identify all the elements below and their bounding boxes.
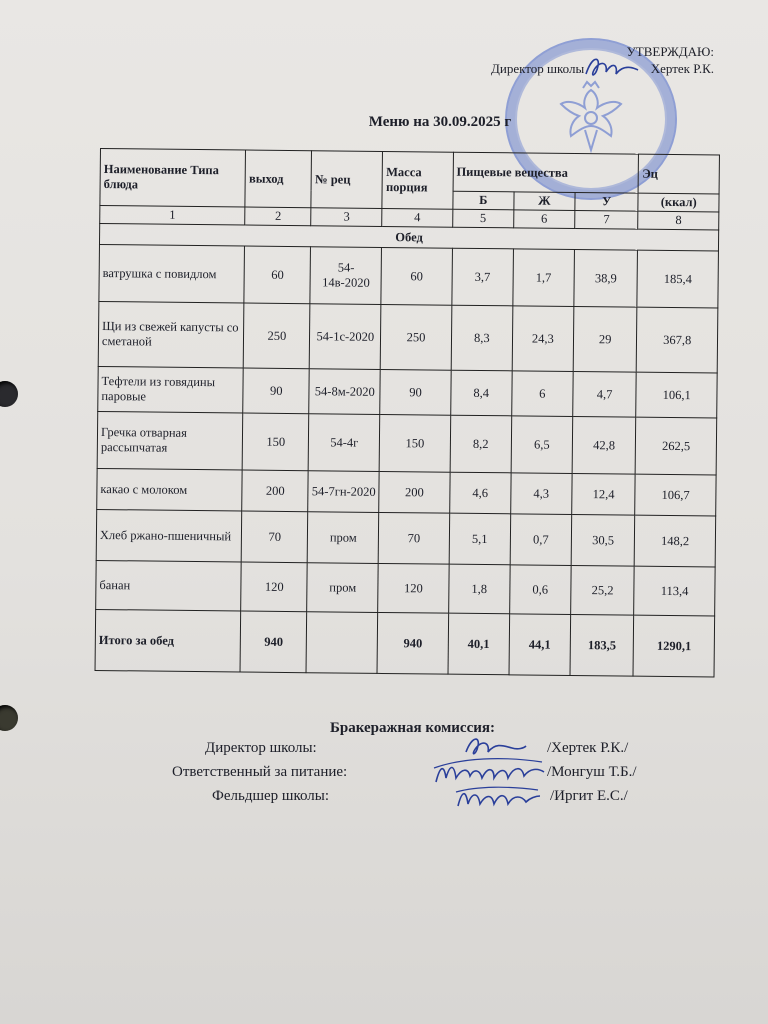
dish-fat: 0,7 xyxy=(510,514,572,566)
table-row xyxy=(96,560,715,615)
dish-name: Тефтели из говядины паровые xyxy=(98,366,244,413)
dish-fat: 24,3 xyxy=(512,306,574,372)
column-number: 4 xyxy=(382,208,453,227)
total-row xyxy=(95,609,715,676)
dish-recipe: 54-8м-2020 xyxy=(309,369,380,415)
dish-recipe: 54-1с-2020 xyxy=(310,304,382,370)
member-role: Ответственный за питание: xyxy=(172,764,348,780)
dish-protein: 4,6 xyxy=(449,472,511,514)
dish-name: Гречка отварная рассыпчатая xyxy=(97,411,243,470)
dish-output: 200 xyxy=(242,470,308,512)
table-row xyxy=(98,301,718,372)
total-label: Итого за обед xyxy=(95,609,241,672)
approval-heading: УТВЕРЖДАЮ: xyxy=(626,44,714,59)
approval-role: Директор школы xyxy=(491,61,585,76)
nutrition-signature-icon xyxy=(432,754,547,790)
dish-name: ватрушка с повидлом xyxy=(99,244,245,303)
dish-protein: 1,8 xyxy=(448,564,510,614)
dish-fat: 0,6 xyxy=(509,565,571,615)
dish-mass: 60 xyxy=(381,247,452,305)
total-recipe xyxy=(306,612,378,674)
dish-kcal: 113,4 xyxy=(634,566,715,616)
header-carbs: У xyxy=(575,192,639,211)
punch-hole xyxy=(0,381,18,407)
dish-fat: 1,7 xyxy=(513,249,575,307)
dish-kcal: 148,2 xyxy=(635,515,716,567)
table-row xyxy=(97,411,717,474)
table-row xyxy=(96,509,716,566)
dish-fat: 6,5 xyxy=(511,416,573,474)
dish-kcal: 106,1 xyxy=(636,372,717,418)
dish-output: 120 xyxy=(241,562,308,612)
member-role: Директор школы: xyxy=(205,740,317,756)
total-output: 940 xyxy=(240,611,307,673)
dish-name: Щи из свежей капусты со сметаной xyxy=(98,301,244,368)
total-mass: 940 xyxy=(377,612,448,674)
column-number: 6 xyxy=(514,210,575,229)
dish-carbs: 29 xyxy=(573,306,637,372)
approval-signature-icon xyxy=(582,52,642,82)
header-mass: Масса порция xyxy=(382,151,453,209)
table-row xyxy=(99,244,719,307)
dish-protein: 3,7 xyxy=(452,248,514,306)
dish-protein: 5,1 xyxy=(449,513,511,565)
total-kcal: 1290,1 xyxy=(633,615,714,677)
page-title: Меню на 30.09.2025 г xyxy=(368,114,512,130)
menu-table xyxy=(95,148,720,677)
dish-fat: 4,3 xyxy=(511,473,573,515)
total-fat: 44,1 xyxy=(509,614,571,676)
dish-output: 150 xyxy=(242,413,309,471)
dish-output: 60 xyxy=(244,246,311,304)
dish-carbs: 12,4 xyxy=(572,473,636,515)
dish-kcal: 367,8 xyxy=(637,307,718,373)
column-number: 5 xyxy=(452,209,513,228)
column-number: 1 xyxy=(100,206,246,226)
dish-recipe: 54-14в-2020 xyxy=(310,247,382,305)
header-dish-name: Наименование Типа блюда xyxy=(100,149,246,208)
total-carbs: 183,5 xyxy=(570,614,634,676)
dish-recipe: 54-4г xyxy=(309,414,381,472)
dish-carbs: 25,2 xyxy=(571,565,635,615)
column-number: 2 xyxy=(245,207,311,226)
header-energy: Эц xyxy=(639,154,720,194)
dish-carbs: 38,9 xyxy=(574,249,638,307)
column-number: 8 xyxy=(638,211,719,230)
dish-protein: 8,4 xyxy=(450,370,512,416)
dish-kcal: 185,4 xyxy=(637,250,718,308)
dish-name: банан xyxy=(96,560,242,611)
header-energy-unit: (ккал) xyxy=(638,193,719,212)
dish-name: Хлеб ржано-пшеничный xyxy=(96,509,242,562)
member-name: /Хертек Р.К./ xyxy=(547,740,629,756)
dish-carbs: 30,5 xyxy=(571,514,635,566)
dish-output: 70 xyxy=(242,511,309,563)
member-role: Фельдшер школы: xyxy=(212,788,330,804)
dish-mass: 120 xyxy=(378,563,449,613)
dish-carbs: 4,7 xyxy=(573,371,637,417)
commission-heading: Бракеражная комиссия: xyxy=(330,720,495,736)
dish-carbs: 42,8 xyxy=(572,416,636,474)
header-fat: Ж xyxy=(514,192,575,211)
dish-mass: 90 xyxy=(380,369,451,415)
header-protein: Б xyxy=(453,191,514,210)
punch-hole xyxy=(0,705,18,731)
dish-recipe: пром xyxy=(307,563,379,613)
dish-name: какао с молоком xyxy=(97,468,243,511)
member-name: /Монгуш Т.Б./ xyxy=(547,764,637,780)
header-recipe: № рец xyxy=(311,151,383,209)
approval-name: Хертек Р.К. xyxy=(650,61,714,76)
total-protein: 40,1 xyxy=(448,613,510,675)
dish-fat: 6 xyxy=(512,371,574,417)
dish-recipe: пром xyxy=(308,512,380,564)
dish-mass: 150 xyxy=(380,414,451,472)
dish-mass: 250 xyxy=(381,304,452,370)
table-row xyxy=(97,468,716,515)
member-name: /Иргит Е.С./ xyxy=(550,788,628,804)
dish-kcal: 106,7 xyxy=(635,474,716,516)
medic-signature-icon xyxy=(452,780,542,814)
dish-output: 250 xyxy=(244,303,311,369)
dish-output: 90 xyxy=(243,368,309,414)
section-heading: Обед xyxy=(99,224,718,251)
dish-protein: 8,2 xyxy=(450,415,512,473)
header-nutrients: Пищевые вещества xyxy=(453,152,639,193)
dish-recipe: 54-7гн-2020 xyxy=(308,471,379,513)
dish-kcal: 262,5 xyxy=(636,417,717,475)
dish-protein: 8,3 xyxy=(451,305,513,371)
dish-mass: 200 xyxy=(379,471,450,513)
header-output: выход xyxy=(245,150,312,208)
column-number: 7 xyxy=(575,210,639,229)
column-number: 3 xyxy=(311,208,382,227)
table-row xyxy=(98,366,717,417)
dish-mass: 70 xyxy=(379,512,450,564)
